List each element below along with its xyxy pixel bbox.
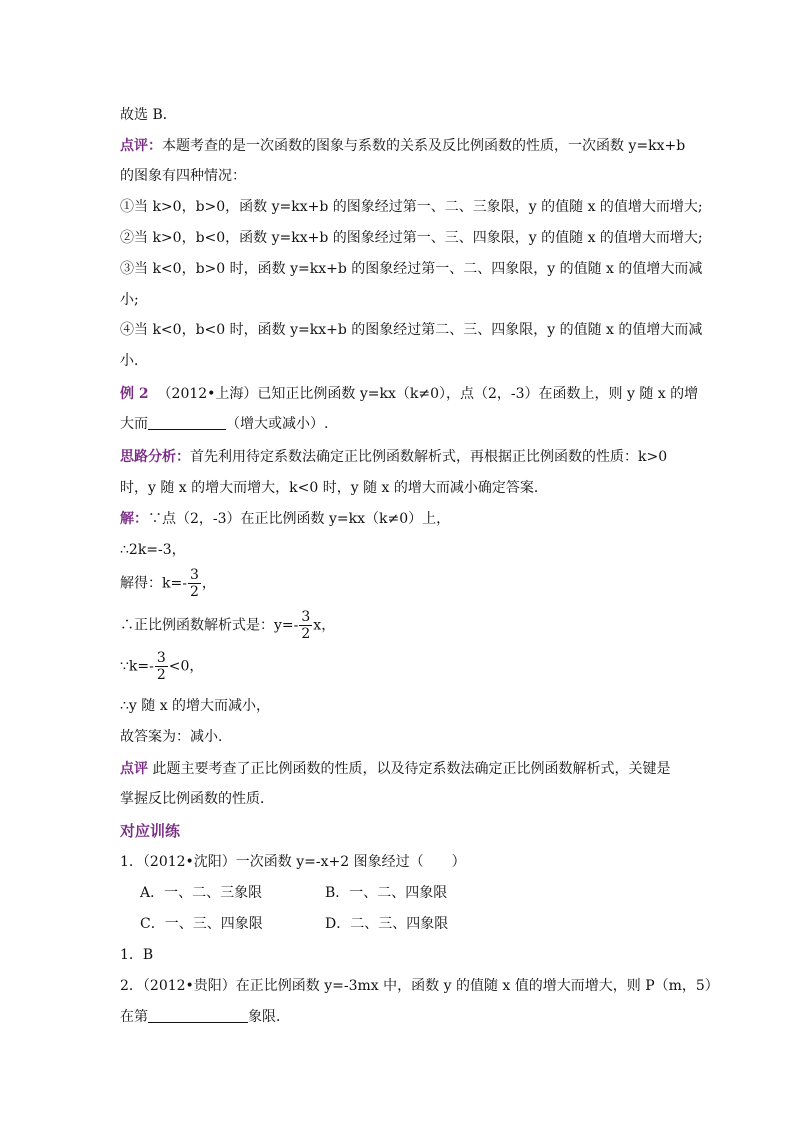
fraction-denominator: 2 [189, 584, 199, 600]
comment-line-2: 的图象有四种情况： [120, 168, 246, 184]
answer-line: 故选 B． [120, 107, 177, 123]
fraction-numerator: 3 [301, 609, 311, 625]
solution-y-suffix: x， [313, 617, 336, 634]
solution-text: ∵点（2，-3）在正比例函数 y=kx（k≠0）上， [148, 511, 451, 527]
option-d: D．二、三、四象限 [325, 916, 449, 932]
solution-line-5 [120, 650, 203, 683]
solution-line-3 [120, 567, 216, 600]
question-2-suffix: 象限． [248, 1009, 290, 1025]
solution-k-prefix: 解得：k=- [120, 575, 187, 592]
fraction-numerator: 3 [156, 650, 166, 666]
fraction-numerator: 3 [189, 567, 199, 583]
example-blank-prefix: 大而 [120, 416, 148, 432]
question-2-prefix: 在第 [120, 1009, 148, 1025]
case-1: ①当 k>0，b>0，函数 y=kx+b 的图象经过第一、二、三象限，y 的值随 x 的值增大而增大; [120, 199, 703, 215]
question-1: 1．（2012•沈阳）一次函数 y=-x+2 图象经过（ ） [120, 854, 466, 870]
case-4-cont: 小． [120, 353, 148, 369]
solution-answer: 故答案为：减小． [120, 729, 232, 745]
comment2-text: 此题主要考查了正比例函数的性质，以及待定系数法确定正比例函数解析式，关键是 [148, 761, 671, 777]
comment2-line-1 [120, 760, 670, 778]
solution-line-4 [120, 609, 335, 642]
comment-text: 本题考查的是一次函数的图象与系数的关系及反比例函数的性质，一次函数 y=kx+b [162, 138, 686, 154]
comment-label: 点评： [120, 138, 162, 154]
solution-line-1 [120, 510, 450, 528]
fraction [188, 567, 201, 600]
answer-blank-2 [148, 1008, 248, 1023]
analysis-text: 首先利用待定系数法确定正比例函数解析式，再根据正比例函数的性质：k>0 [190, 449, 668, 465]
case-2: ②当 k>0，b<0，函数 y=kx+b 的图象经过第一、三、四象限，y 的值随 x 的值增大而增大; [120, 230, 703, 246]
option-c: C．一、三、四象限 [140, 916, 263, 932]
comment2-label: 点评 [120, 761, 148, 777]
example-2-line-2 [120, 415, 328, 433]
question-2: 2．（2012•贵阳）在正比例函数 y=-3mx 中，函数 y 的值随 x 值的增大而增大，则 P（m，5） [120, 978, 719, 994]
case-4: ④当 k<0，b<0 时，函数 y=kx+b 的图象经过第二、三、四象限，y 的值随 x 的值增大而减 [120, 322, 703, 338]
example-text: （2012•上海）已知正比例函数 y=kx（k≠0），点（2，-3）在函数上，则 y 随 x 的增 [157, 386, 699, 402]
example-2-line-1 [120, 385, 698, 403]
solution-label: 解： [120, 511, 148, 527]
fraction [299, 609, 312, 642]
answer-1: 1．B [120, 947, 154, 963]
fraction [155, 650, 168, 683]
solution-k-suffix: ， [201, 575, 216, 592]
fraction-denominator: 2 [156, 667, 166, 683]
option-a: A．一、二、三象限 [140, 885, 263, 901]
comment-line-1 [120, 137, 685, 155]
example-label: 例 2 [120, 386, 149, 402]
analysis-line-1 [120, 448, 667, 466]
analysis-label: 思路分析： [120, 449, 190, 465]
solution-y-prefix: ∴正比例函数解析式是：y=- [120, 617, 299, 634]
question-2-cont [120, 1008, 290, 1026]
fraction-denominator: 2 [301, 626, 311, 642]
analysis-line-2: 时，y 随 x 的增大而增大，k<0 时，y 随 x 的增大而减小确定答案． [120, 480, 548, 496]
section-heading: 对应训练 [120, 822, 181, 840]
solution-neg-suffix: <0， [168, 658, 204, 675]
answer-blank [148, 415, 226, 430]
case-3: ③当 k<0，b>0 时，函数 y=kx+b 的图象经过第一、二、四象限，y 的值随 x 的值增大而减 [120, 261, 703, 277]
example-blank-suffix: （增大或减小）. [226, 416, 329, 432]
case-3-cont: 小; [120, 292, 139, 308]
solution-line-6: ∴y 随 x 的增大而减小， [120, 698, 271, 714]
comment2-line-2: 掌握反比例函数的性质． [120, 791, 274, 807]
solution-line-2: ∴2k=-3， [120, 542, 186, 558]
option-b: B．一、二、四象限 [325, 885, 448, 901]
solution-neg-prefix: ∵k=- [120, 658, 154, 675]
